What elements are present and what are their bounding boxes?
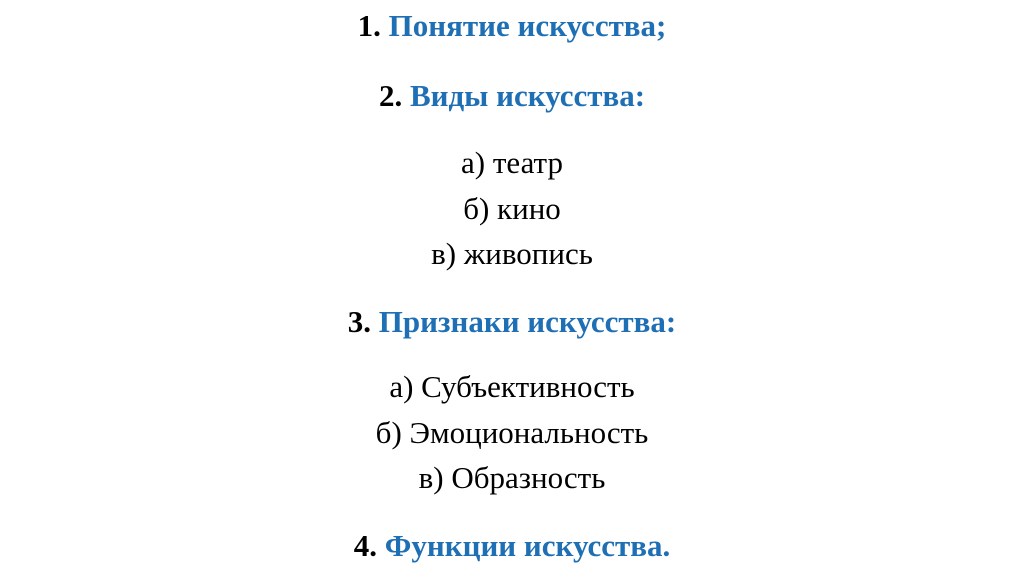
section-3-title: Признаки искусства: xyxy=(378,304,677,339)
section-2-number: 2. xyxy=(378,78,403,113)
section-1-heading xyxy=(0,8,1024,44)
section-2-item-c: в) живопись xyxy=(431,236,593,271)
section-3-item-b: б) Эмоциональность xyxy=(375,415,649,450)
section-1-number: 1. xyxy=(357,8,381,43)
section-3-item-a: а) Субъективность xyxy=(389,369,635,404)
section-2-heading xyxy=(0,78,1024,114)
section-3-heading xyxy=(0,304,1024,340)
section-2-item-b: б) кино xyxy=(463,191,561,226)
section-4-number: 4. xyxy=(353,528,377,563)
section-3-item-c: в) Образность xyxy=(418,460,606,495)
section-4-title: Функции искусства. xyxy=(384,528,671,563)
section-4-heading xyxy=(0,528,1024,564)
section-1-title: Понятие искусства; xyxy=(388,8,667,43)
section-2-item-a: а) театр xyxy=(461,145,563,180)
section-3-number: 3. xyxy=(347,304,372,339)
section-2-title: Виды искусства: xyxy=(409,78,646,113)
